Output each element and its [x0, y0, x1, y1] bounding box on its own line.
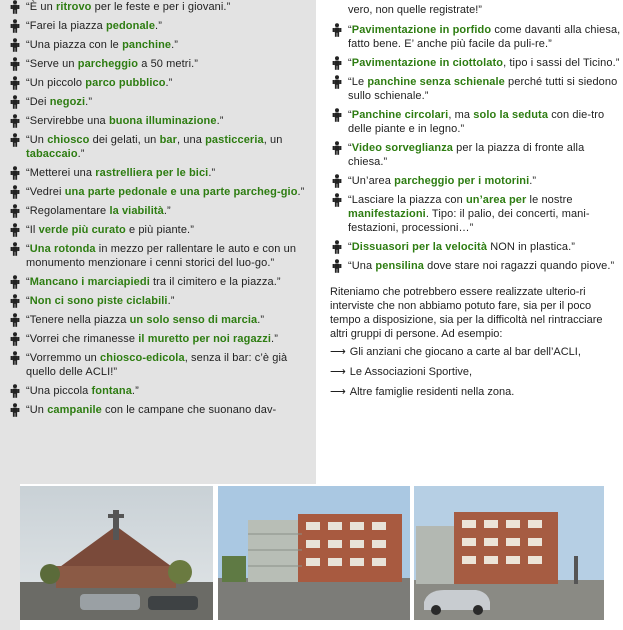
quote-text — [26, 95, 308, 109]
quote-text — [348, 23, 623, 51]
quote-item — [8, 133, 308, 161]
quote-text — [348, 141, 623, 169]
quote-text — [26, 0, 308, 14]
quote-fragment: . Tipo: il palio, dei concerti, mani-festazioni, processioni…” — [348, 208, 590, 234]
quote-text — [348, 75, 623, 103]
right-quote-list — [330, 23, 623, 273]
quote-fragment: “Un — [26, 404, 48, 416]
quote-item — [8, 294, 308, 308]
quote-text — [26, 294, 308, 308]
person-icon — [8, 19, 22, 33]
quote-text — [26, 332, 308, 346]
quote-fragment: “ — [348, 57, 352, 69]
quote-fragment: “Metterei una — [26, 167, 96, 179]
quote-fragment: “Tenere nella piazza — [26, 314, 130, 326]
arrow-item-text: Altre famiglie residenti nella zona. — [349, 386, 515, 398]
quote-item — [8, 403, 308, 417]
highlight-text: panchine — [122, 39, 172, 51]
quote-fragment: “Le — [348, 76, 368, 88]
highlight-text: Una rotonda — [29, 243, 96, 255]
arrow-icon: ⟶ — [330, 346, 346, 358]
person-icon — [330, 23, 344, 37]
person-icon — [8, 351, 22, 365]
quote-text — [26, 114, 308, 128]
quote-fragment: .” — [529, 175, 537, 187]
quote-fragment: .” — [155, 20, 162, 32]
quote-fragment: e più piante.” — [125, 224, 194, 236]
person-icon — [8, 185, 22, 199]
highlight-text: una parte pedonale e una parte parcheg-gio — [64, 186, 298, 198]
person-icon — [330, 174, 344, 188]
quote-fragment: , senza il bar: c’è già quello delle ACLI!” — [26, 352, 288, 378]
quote-text — [26, 384, 308, 398]
quote-item — [8, 166, 308, 180]
quote-fragment: “Vedrei — [26, 186, 65, 198]
photo-apartments-1 — [218, 486, 410, 620]
quote-item — [330, 56, 623, 70]
quote-fragment: dei gelati, un — [89, 134, 160, 146]
person-icon — [330, 75, 344, 89]
quote-item — [330, 240, 623, 254]
quote-fragment: tra il cimitero e la piazza.” — [149, 276, 281, 288]
quote-item — [330, 141, 623, 169]
highlight-text: un’area per — [465, 194, 527, 206]
arrow-icon: ⟶ — [330, 366, 346, 378]
quote-fragment: .” — [131, 385, 139, 397]
quote-text — [26, 38, 308, 52]
quote-fragment: “Serve un — [26, 58, 78, 70]
quote-fragment: le nostre — [526, 194, 573, 206]
quote-item — [8, 114, 308, 128]
quote-text — [26, 19, 308, 33]
quote-text — [348, 174, 623, 188]
quote-text — [26, 403, 308, 417]
quote-text — [26, 185, 308, 199]
photo-strip — [0, 484, 623, 630]
quote-fragment: con le campane che suonano dav- — [101, 404, 277, 416]
arrow-item-text: Le Associazioni Sportive, — [349, 366, 473, 378]
person-icon — [8, 332, 22, 346]
person-icon — [8, 275, 22, 289]
person-icon — [8, 204, 22, 218]
arrow-item-text: Gli anziani che giocano a carte al bar dell’ACLI, — [349, 346, 581, 358]
quote-fragment: “Regolamentare — [26, 205, 110, 217]
arrow-item — [330, 385, 623, 399]
arrow-item — [330, 345, 623, 359]
person-icon — [8, 384, 22, 398]
person-icon — [8, 313, 22, 327]
quote-fragment: per le feste e per i giovani.” — [91, 1, 231, 13]
quote-item — [8, 223, 308, 237]
quote-fragment: “Una piccola — [26, 385, 92, 397]
photo-strip-band — [0, 484, 20, 630]
highlight-text: campanile — [47, 404, 102, 416]
highlight-text: un solo senso di marcia — [129, 314, 258, 326]
quote-text — [26, 133, 308, 161]
quote-fragment: “Una piazza con le — [26, 39, 123, 51]
quote-fragment: “Servirebbe una — [26, 115, 109, 127]
quote-fragment: .” — [216, 115, 224, 127]
quote-text — [348, 108, 623, 136]
highlight-text: Panchine circolari — [351, 109, 449, 121]
quote-fragment: “Una — [348, 260, 376, 272]
quote-fragment: .” — [165, 77, 173, 89]
quote-fragment: “Dei — [26, 96, 50, 108]
highlight-text: pensilina — [375, 260, 424, 272]
photo-apartments-2 — [414, 486, 604, 620]
quote-item — [330, 75, 623, 103]
highlight-text: parcheggio per i motorini — [394, 175, 530, 187]
person-icon — [330, 259, 344, 273]
quote-fragment: .” — [167, 295, 175, 307]
quote-item — [8, 351, 308, 379]
quote-fragment: , ma — [448, 109, 474, 121]
person-icon — [8, 133, 22, 147]
quote-fragment: “Vorrei che rimanesse — [26, 333, 139, 345]
highlight-text: bar — [159, 134, 177, 146]
highlight-text: manifestazioni — [348, 208, 426, 220]
quote-text — [348, 193, 623, 235]
church-image — [20, 486, 213, 620]
person-icon — [8, 0, 22, 14]
highlight-text: pedonale — [105, 20, 156, 32]
person-icon — [8, 166, 22, 180]
quote-item — [8, 275, 308, 289]
quote-item — [8, 242, 308, 270]
highlight-text: buona illuminazione — [108, 115, 217, 127]
quote-fragment: “ — [348, 109, 352, 121]
quote-fragment: “Farei la piazza — [26, 20, 106, 32]
highlight-text: Dissuasori per la velocità — [351, 241, 488, 253]
quote-fragment: , tipo i sassi del Ticino.” — [503, 57, 620, 69]
quote-text — [348, 259, 623, 273]
quote-item — [8, 204, 308, 218]
highlight-text: fontana — [91, 385, 132, 397]
quote-fragment: “ — [26, 243, 30, 255]
highlight-text: il muretto per noi ragazzi — [138, 333, 272, 345]
quote-item — [330, 23, 623, 51]
highlight-text: panchine senza schienale — [367, 76, 505, 88]
highlight-text: la viabilità — [109, 205, 164, 217]
quote-text — [26, 242, 308, 270]
quote-text — [26, 313, 308, 327]
person-icon — [8, 242, 22, 256]
person-icon — [330, 56, 344, 70]
quote-item — [8, 76, 308, 90]
quote-item — [330, 174, 623, 188]
person-icon — [8, 114, 22, 128]
highlight-text: parco pubblico — [85, 77, 166, 89]
quote-item — [8, 95, 308, 109]
quote-fragment: “Lasciare la piazza con — [348, 194, 466, 206]
arrow-list — [330, 345, 623, 399]
highlight-text: Non ci sono piste ciclabili — [29, 295, 168, 307]
quote-fragment: , una — [176, 134, 206, 146]
arrow-icon: ⟶ — [330, 386, 346, 398]
quote-fragment: , un — [263, 134, 283, 146]
quote-fragment: .” — [163, 205, 171, 217]
quote-fragment: .” — [85, 96, 93, 108]
quote-text — [26, 76, 308, 90]
quote-fragment: “ — [26, 276, 30, 288]
quote-fragment: “ — [26, 295, 30, 307]
quote-fragment: .” — [77, 148, 85, 160]
highlight-text: parcheggio — [77, 58, 139, 70]
quote-item — [330, 193, 623, 235]
photo-church — [20, 486, 213, 620]
person-icon — [8, 294, 22, 308]
apartments-image-1 — [218, 486, 410, 620]
quote-text — [26, 275, 308, 289]
quote-fragment: “Un’area — [348, 175, 395, 187]
quote-item — [8, 19, 308, 33]
quote-fragment: con die-tro delle piante e in legno.” — [348, 109, 605, 135]
quote-fragment: “ — [348, 24, 352, 36]
right-column — [318, 0, 623, 484]
highlight-text: tabaccaio — [26, 148, 78, 160]
closing-paragraph: Riteniamo che potrebbero essere realizzate ulterio-ri interviste che non abbiamo potuto fare, sia per il poco tempo a disposizione, sia per la difficoltà nel rintracciare altri gruppi di persone. Ad esempio: — [330, 286, 603, 340]
highlight-text: solo la seduta — [473, 109, 549, 121]
highlight-text: Video sorveglianza — [351, 142, 454, 154]
quote-fragment: .” — [271, 333, 278, 345]
quote-text — [26, 57, 308, 71]
quote-fragment: “Un piccolo — [26, 77, 86, 89]
quote-continuation: vero, non quelle registrate!” — [348, 4, 482, 16]
quote-item — [8, 0, 308, 14]
person-icon — [330, 193, 344, 207]
left-quote-list — [8, 0, 308, 417]
quote-item — [8, 332, 308, 346]
quote-item — [8, 384, 308, 398]
quote-item — [8, 38, 308, 52]
quote-item — [8, 57, 308, 71]
highlight-text: pasticceria — [205, 134, 264, 146]
quote-fragment: “ — [348, 142, 352, 154]
person-icon — [8, 76, 22, 90]
quote-item — [330, 108, 623, 136]
quote-item — [8, 313, 308, 327]
person-icon — [8, 403, 22, 417]
quote-fragment: a 50 metri.” — [138, 58, 199, 70]
person-icon — [8, 38, 22, 52]
quote-text — [26, 166, 308, 180]
left-column — [0, 0, 316, 484]
quote-fragment: in mezzo per rallentare le auto e con un monumento menzionare i cenni storici del luo-go.” — [26, 243, 297, 269]
person-icon — [8, 95, 22, 109]
quote-fragment: .” — [171, 39, 179, 51]
person-icon — [330, 108, 344, 122]
quote-item — [330, 259, 623, 273]
highlight-text: chiosco-edicola — [100, 352, 185, 364]
quote-text — [26, 223, 308, 237]
quote-fragment: “Vorremmo un — [26, 352, 101, 364]
apartments-image-2 — [414, 486, 604, 620]
quote-text — [26, 204, 308, 218]
quote-fragment: NON in plastica.” — [487, 241, 576, 253]
person-icon — [8, 223, 22, 237]
person-icon — [330, 240, 344, 254]
quote-fragment: per la piazza di fronte alla chiesa.” — [348, 142, 585, 168]
person-icon — [8, 57, 22, 71]
quote-fragment: “È un — [26, 1, 56, 13]
quote-text — [26, 351, 308, 379]
highlight-text: Pavimentazione in ciottolato — [351, 57, 504, 69]
quote-item — [8, 185, 308, 199]
quote-fragment: “Il — [26, 224, 39, 236]
quote-fragment: perché tutti si siedono sullo schienale.” — [348, 76, 618, 102]
quote-fragment: “ — [348, 241, 352, 253]
highlight-text: Pavimentazione in porfido — [351, 24, 492, 36]
highlight-text: verde più curato — [38, 224, 126, 236]
person-icon — [330, 141, 344, 155]
quote-text — [348, 240, 623, 254]
quote-text — [348, 56, 623, 70]
arrow-item — [330, 365, 623, 379]
quote-fragment: dove stare noi ragazzi quando piove.” — [424, 260, 615, 272]
highlight-text: negozi — [49, 96, 86, 108]
quote-fragment: .” — [208, 167, 216, 179]
highlight-text: Mancano i marciapiedi — [29, 276, 150, 288]
highlight-text: ritrovo — [55, 1, 92, 13]
quote-fragment: .” — [257, 314, 265, 326]
quote-fragment: .” — [297, 186, 305, 198]
quote-fragment: come davanti alla chiesa, fatto bene. E’ anche più facile da puli-re.” — [348, 24, 621, 50]
highlight-text: rastrelliera per le bici — [95, 167, 209, 179]
quote-fragment: “Un — [26, 134, 48, 146]
highlight-text: chiosco — [47, 134, 90, 146]
